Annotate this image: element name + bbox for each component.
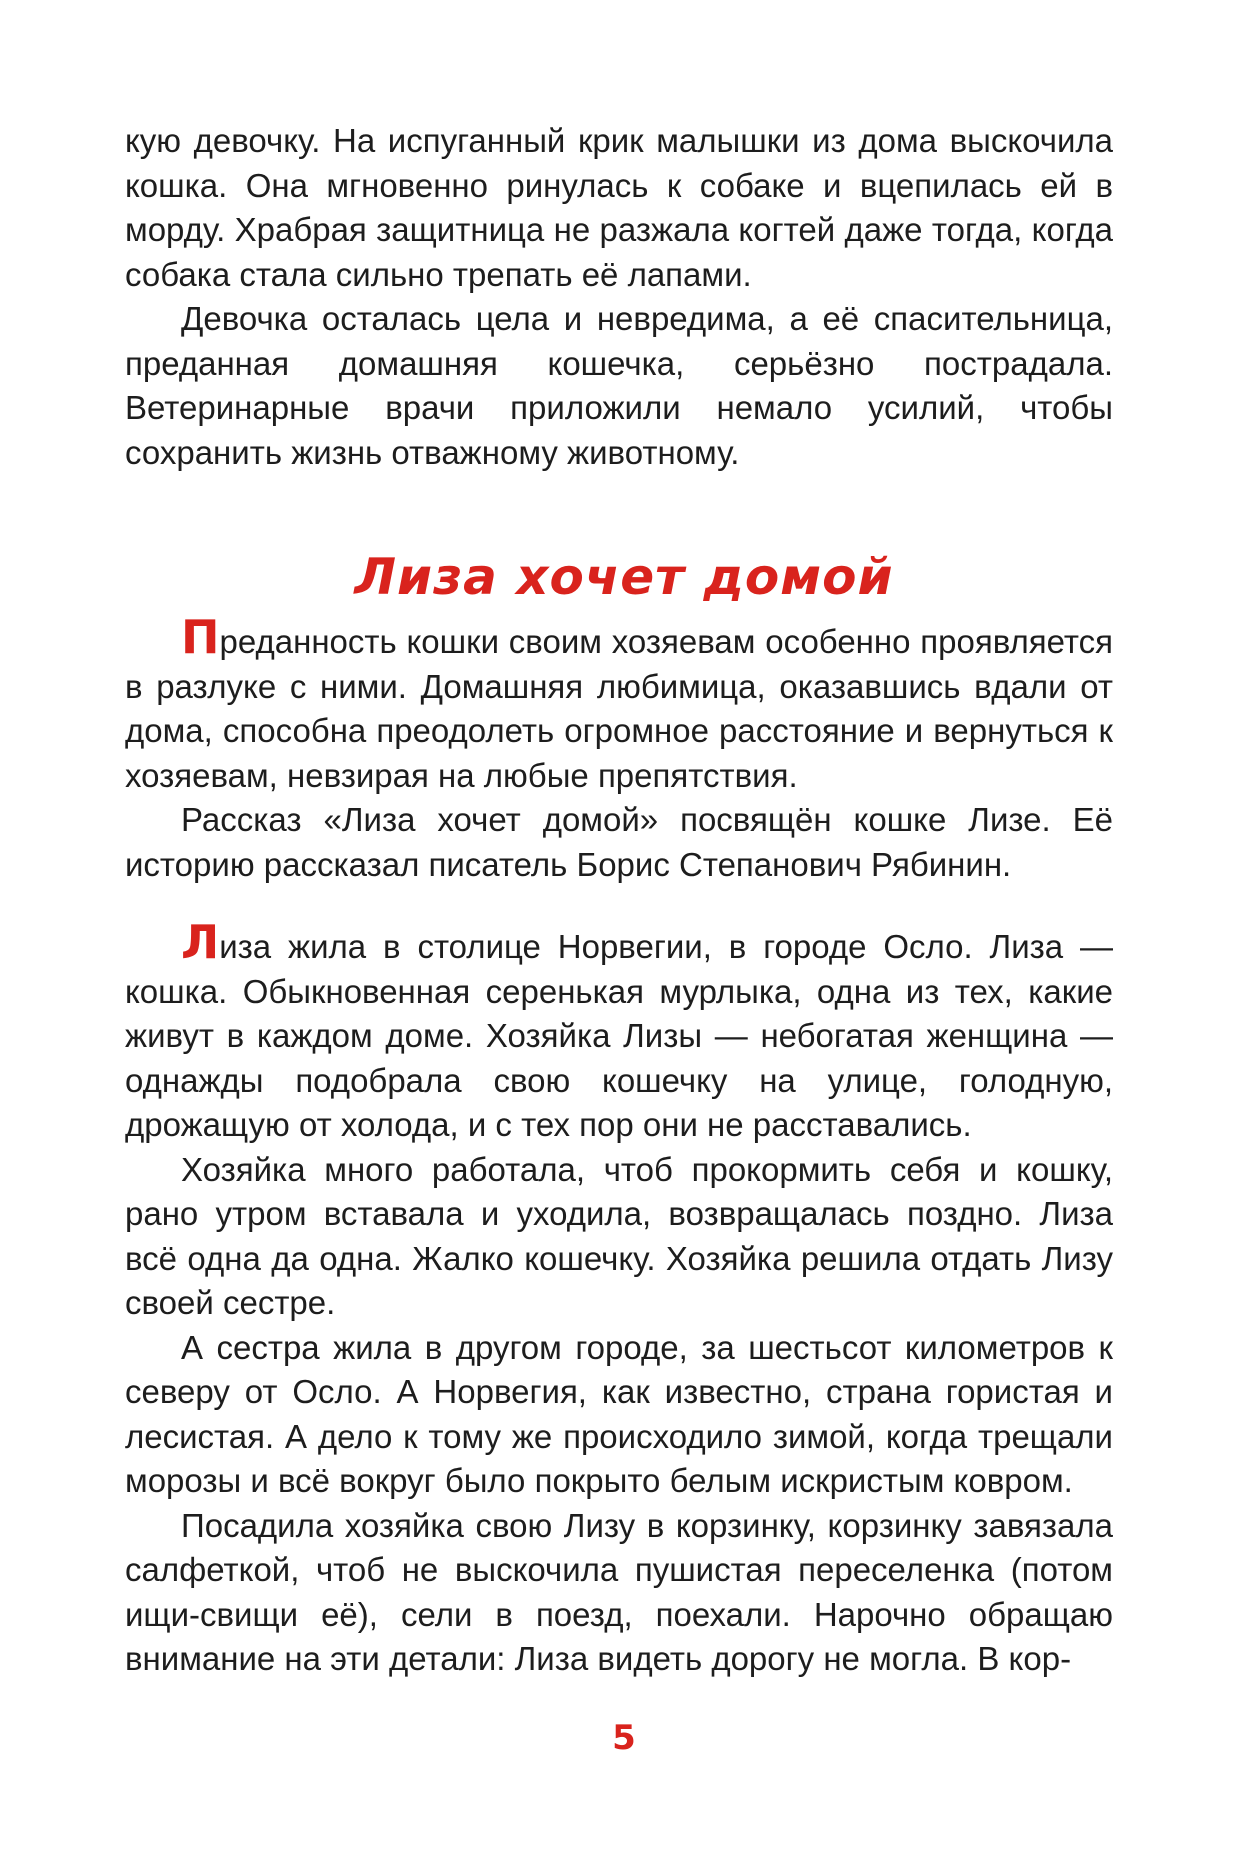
paragraph: А сестра жила в другом городе, за шестьсот километров к северу от Осло. А Норвегия, как известно, страна гористая и лесистая. А дело к тому же происходило зимой, когда трещали морозы и всё вокруг было покрыто белым искристым ковром.: [125, 1328, 1113, 1499]
paragraph: [125, 610, 1113, 798]
paragraph: Посадила хозяйка свою Лизу в корзинку, корзинку завязала салфеткой, чтоб не выскочила пушистая переселенка (потом ищи-свищи её), сели в поезд, поехали. Нарочно обращаю внимание на эти детали: Лиза видеть дорогу не могла. В кор-: [125, 1506, 1113, 1677]
story-text: [125, 915, 1113, 1682]
page-number: 5: [612, 1718, 636, 1758]
drop-cap: Л: [181, 915, 220, 969]
section-title: Лиза хочет домой: [354, 548, 894, 606]
drop-cap: П: [181, 610, 220, 664]
paragraph: Рассказ «Лиза хочет домой» посвящён кошке Лизе. Её историю рассказал писатель Борис Степанович Рябинин.: [125, 801, 1113, 883]
paragraph: Девочка осталась цела и невредима, а её спасительница, преданная домашняя кошечка, серьёзно пострадала. Ветеринарные врачи приложили немало усилий, чтобы сохранить жизнь отважному животному.: [125, 300, 1113, 471]
paragraph: Хозяйка много работала, чтоб прокормить себя и кошку, рано утром вставала и уходила, возвращалась поздно. Лиза всё одна да одна. Жалко кошечку. Хозяйка решила отдать Лизу своей сестре.: [125, 1150, 1113, 1321]
paragraph: [125, 915, 1113, 1148]
intro-text: [125, 119, 1113, 475]
paragraph-text: реданность кошки своим хозяевам особенно проявляется в разлуке с ними. Домашняя любимица, оказавшись вдали от дома, способна преодолеть огромное расстояние и вернуться к хозяевам, невзирая на любые препятствия.: [125, 623, 1113, 794]
paragraph-text: иза жила в столице Норвегии, в городе Осло. Лиза — кошка. Обыкновенная серенькая мурлыка, одна из тех, какие живут в каждом доме. Хозяйка Лизы — небогатая женщина — однажды подобрала свою кошечку на улице, голодную, дрожащую от холода, и с тех пор они не расставались.: [125, 928, 1113, 1143]
paragraph: кую девочку. На испуганный крик малышки из дома выскочила кошка. Она мгновенно ринулась к собаке и вцепилась ей в морду. Храбрая защитница не разжала когтей даже тогда, когда собака стала сильно трепать её лапами.: [125, 122, 1113, 293]
section-intro: [125, 610, 1113, 887]
